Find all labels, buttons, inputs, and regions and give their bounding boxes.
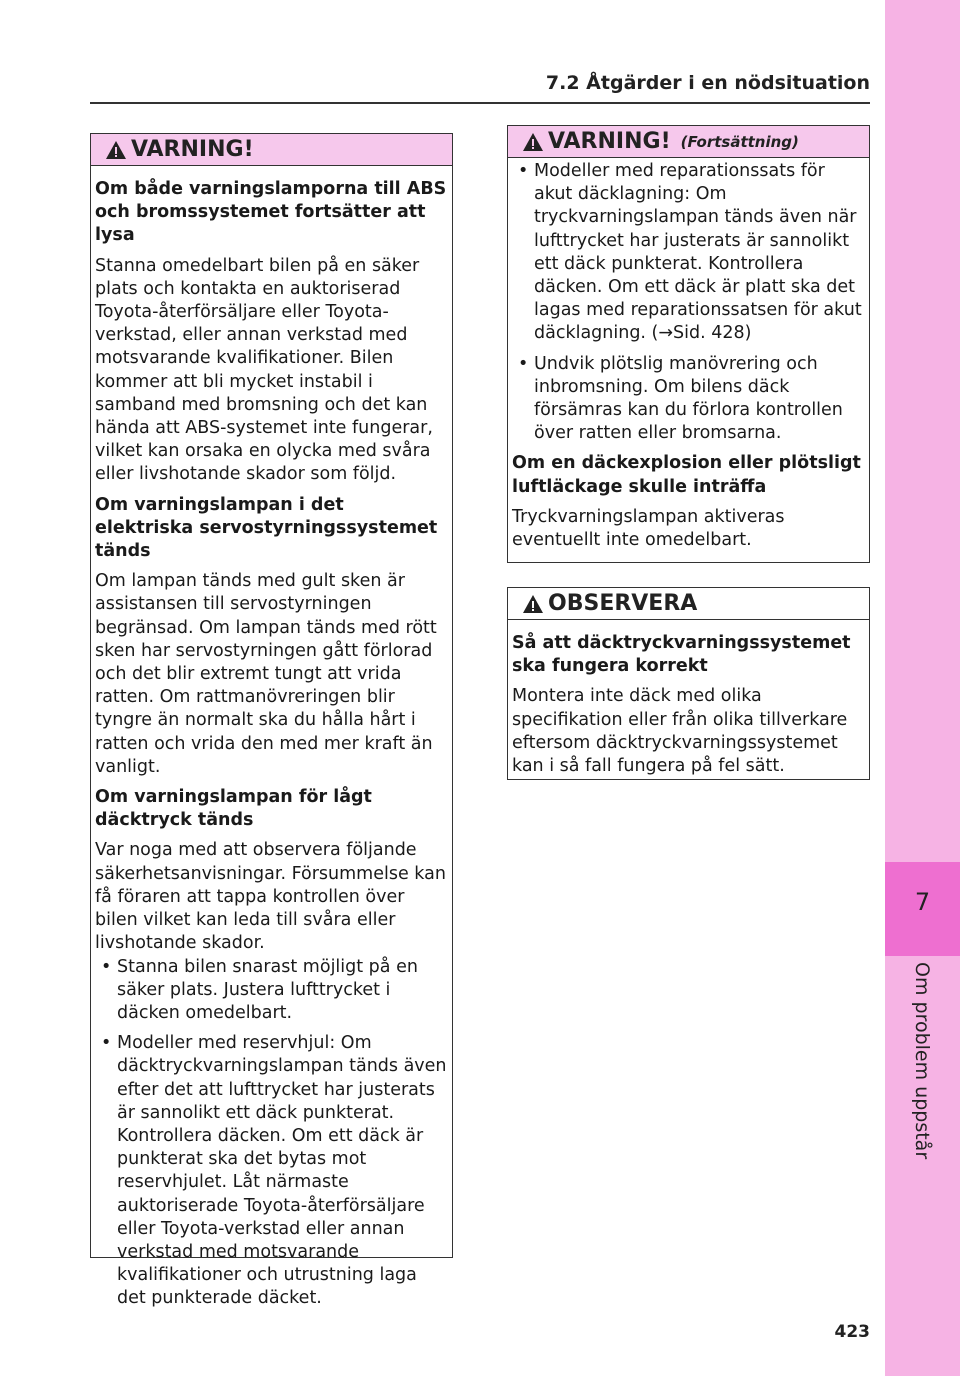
list-item: • Modeller med reparationssats för akut däcklagning: Om tryckvarningslampan tänds även när lufttrycket har justerats är sannolikt ett däck punkterat. Kontrollera däcken. Om ett däck är platt ska det lagas med reparationssatsen för akut däcklagning. (→Sid. 428) <box>512 160 865 346</box>
warning-subheading: Om varningslampan för lågt däcktryck tänds <box>95 787 372 831</box>
warning-continued-content <box>508 158 869 552</box>
warning-bullet-list <box>95 956 448 1311</box>
warning-content <box>91 166 452 1311</box>
chapter-number: 7 <box>914 888 931 916</box>
warning-paragraph: Om lampan tänds med gult sken är assistansen till servostyrningen begränsad. Om lampan tänds med rött sken har servostyrningen gått förlorad och det blir extremt tungt att vrida ratten. Om rattmanövreringen blir tyngre än normalt ska du hålla hårt i ratten och vrida den med mer kraft än vanligt. <box>95 571 437 777</box>
warning-paragraph: Stanna omedelbart bilen på en säker plats och kontakta en auktoriserad Toyota-återförsäljare eller Toyota-verkstad, eller annan verkstad med motsvarande kvalifikationer. Bilen kommer att bli mycket instabil i samband med bromsning och det kan hända att ABS-systemet inte fungerar, vilket kan orsaka en olycka med svåra eller livshotande skador som följd. <box>95 255 433 485</box>
continued-label: (Fortsättning) <box>680 132 799 151</box>
warning-triangle-icon <box>522 132 544 152</box>
chapter-label: Om problem uppstår <box>911 962 933 1160</box>
warning-continued-subheading: Om en däckexplosion eller plötsligt luftläckage skulle inträffa <box>512 453 861 497</box>
list-item: • Undvik plötslig manövrering och inbromsning. Om bilens däck försämras kan du förlora kontrollen över ratten eller bromsarna. <box>512 353 865 446</box>
warning-continued-heading: VARNING! <box>548 129 671 154</box>
warning-heading: VARNING! <box>131 137 254 162</box>
warning-continued-paragraph: Tryckvarningslampan aktiveras eventuellt inte omedelbart. <box>512 506 785 551</box>
notice-header <box>508 588 869 620</box>
chapter-side-tab <box>885 0 960 1376</box>
notice-box <box>507 587 870 780</box>
warning-subheading: Om både varningslamporna till ABS och bromssystemet fortsätter att lysa <box>95 179 447 246</box>
warning-triangle-icon <box>105 140 127 160</box>
page-number: 423 <box>834 1322 870 1342</box>
warning-paragraph: Var noga med att observera följande säkerhetsanvisningar. Försummelse kan få föraren att tappa kontrollen över bilen vilket kan leda till svåra eller livshotande skador. <box>95 840 446 954</box>
notice-paragraph: Montera inte däck med olika specifikation eller från olika tillverkare eftersom däcktryckvarningssystemet kan i så fall fungera på fel sätt. <box>512 686 848 777</box>
section-title: 7.2 Åtgärder i en nödsituation <box>545 72 870 94</box>
list-item: • Stanna bilen snarast möjligt på en säker plats. Justera lufttrycket i däcken omedelbart. <box>95 956 448 1026</box>
warning-box-header <box>91 134 452 166</box>
list-item: • Modeller med reservhjul: Om däcktryckvarningslampan tänds även efter det att lufttrycket har justerats är sannolikt ett däck punkterat. Kontrollera däcken. Om ett däck är punkterat ska det bytas mot reservhjulet. Låt närmaste auktoriserade Toyota-återförsäljare eller Toyota-verkstad eller annan verkstad med motsvarande kvalifikationer och utrustning laga det punkterade däcket. <box>95 1032 448 1310</box>
notice-content <box>508 620 869 778</box>
warning-continued-header <box>508 126 869 158</box>
notice-subheading: Så att däcktryckvarningssystemet ska fungera korrekt <box>512 633 851 677</box>
warning-continued-box <box>507 125 870 563</box>
warning-subheading: Om varningslampan i det elektriska servostyrningssystemet tänds <box>95 494 438 562</box>
warning-triangle-icon <box>522 594 544 614</box>
notice-heading: OBSERVERA <box>548 591 698 616</box>
header-divider <box>90 102 870 104</box>
warning-box <box>90 133 453 1309</box>
warning-continued-bullets <box>512 160 865 445</box>
